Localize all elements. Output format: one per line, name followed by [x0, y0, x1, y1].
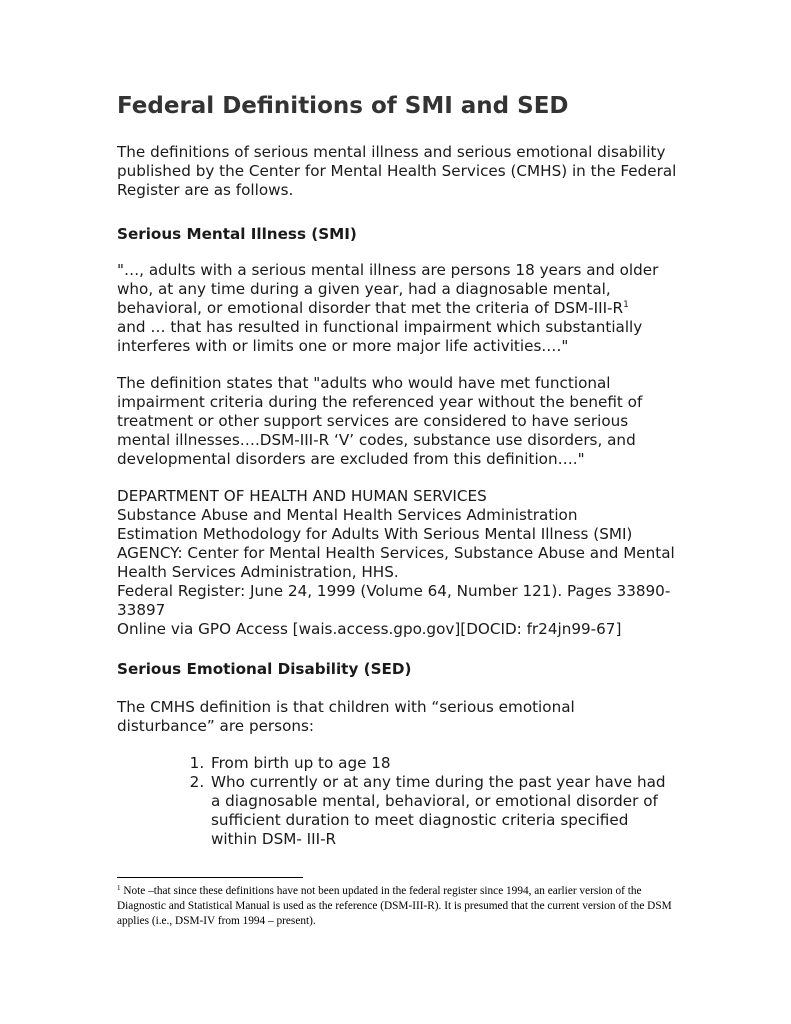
document-body: [117, 90, 677, 849]
smi-quote-paragraph: [117, 261, 677, 356]
citation-register: Federal Register: June 24, 1999 (Volume 64, Number 121). Pages 33890-33897: [117, 582, 671, 619]
smi-quote-text-before: "…, adults with a serious mental illness are persons 18 years and older who, at any time during a given year, had a diagnosable mental, behavioral, or emotional disorder that met the criteria of DSM-III-R: [117, 261, 659, 317]
intro-paragraph: The definitions of serious mental illness and serious emotional disability published by the Center for Mental Health Services (CMHS) in the Federal Register are as follows.: [117, 143, 677, 199]
footnote-separator: [117, 877, 303, 878]
list-item: 2. Who currently or at any time during the past year have had a diagnosable mental, behavioral, or emotional disorder of sufficient duration to meet diagnostic criteria specified within DSM- III-R: [209, 773, 677, 849]
page-title: Federal Definitions of SMI and SED: [117, 93, 569, 119]
sed-intro-paragraph: The CMHS definition is that children with “serious emotional disturbance” are persons:: [117, 698, 575, 735]
smi-definition-paragraph: The definition states that "adults who would have met functional impairment criteria during the referenced year without the benefit of treatment or other support services are considered to have serious mental illnesses….DSM-III-R ‘V’ codes, substance use disorders, and developmental disorders are excluded from this definition….": [117, 374, 643, 468]
smi-heading: Serious Mental Illness (SMI): [117, 225, 357, 243]
footnote-text: Note –that since these definitions have not been updated in the federal register since 1994, an earlier version of the Diagnostic and Statistical Manual is used as the reference (DSM-III-R). It is presumed that the current version of the DSM applies (i.e., DSM-IV from 1994 – present).: [117, 885, 672, 927]
footnote-reference: 1: [623, 300, 629, 310]
citation-title: Estimation Methodology for Adults With Serious Mental Illness (SMI): [117, 525, 633, 543]
citation-admin: Substance Abuse and Mental Health Services Administration: [117, 506, 578, 524]
sed-heading: Serious Emotional Disability (SED): [117, 660, 412, 678]
citation-online: Online via GPO Access [wais.access.gpo.gov][DOCID: fr24jn99-67]: [117, 620, 622, 638]
smi-quote-text-after: and … that has resulted in functional impairment which substantially interferes with or limits one or more major life activities.…": [117, 318, 643, 355]
citation-block: [117, 487, 677, 639]
footnote-marker: 1: [117, 884, 121, 892]
list-item: 1. From birth up to age 18: [209, 754, 677, 773]
sed-criteria-list: [117, 754, 677, 849]
footnote: [117, 884, 673, 929]
citation-dept: DEPARTMENT OF HEALTH AND HUMAN SERVICES: [117, 487, 487, 505]
citation-agency: AGENCY: Center for Mental Health Services, Substance Abuse and Mental Health Services Administration, HHS.: [117, 544, 675, 581]
